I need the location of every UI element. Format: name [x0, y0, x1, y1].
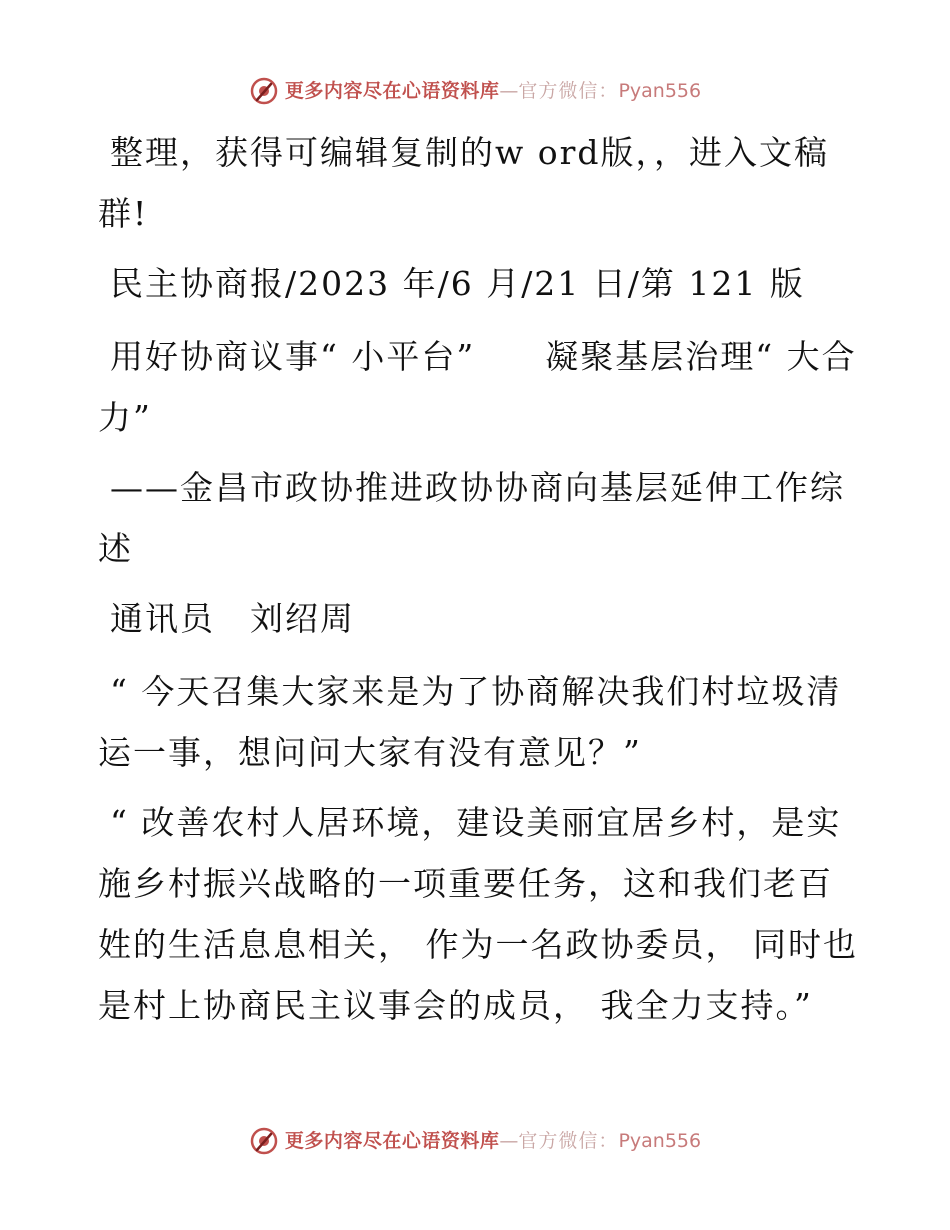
- watermark-wechat-id: Pyan556: [618, 1130, 702, 1152]
- watermark-dash: —: [499, 1130, 519, 1152]
- watermark-label: 官方微信：: [518, 80, 619, 102]
- article-title: 用好协商议事“ 小平台” 凝聚基层治理“ 大合力”: [98, 337, 857, 437]
- source-line: 民主协商报/2023 年/6 月/21 日/第 121 版: [110, 264, 805, 303]
- watermark-brand: 更多内容尽在心语资料库: [284, 80, 500, 102]
- intro-paragraph: 整理，获得可编辑复制的w ord版，，进入文稿群!: [98, 133, 830, 233]
- byline: 通讯员 刘绍周: [110, 599, 355, 638]
- body-paragraph-2: “ 改善农村人居环境，建设美丽宜居乡村，是实施乡村振兴战略的一项重要任务，这和我们老百姓的生活息息相关， 作为一名政协委员， 同时也是村上协商民主议事会的成员， 我全力支持。”: [98, 803, 858, 1025]
- watermark-brand: 更多内容尽在心语资料库: [284, 1130, 500, 1152]
- pen-logo-icon: [249, 1126, 279, 1156]
- footer-watermark: [0, 1126, 950, 1156]
- pen-logo-icon: [249, 76, 279, 106]
- body-paragraph-1: “ 今天召集大家来是为了协商解决我们村垃圾清运一事，想问问大家有没有意见？”: [98, 672, 842, 772]
- document-body: [98, 122, 858, 1045]
- header-watermark: [0, 76, 950, 106]
- watermark-wechat-id: Pyan556: [618, 80, 702, 102]
- watermark-dash: —: [499, 80, 519, 102]
- watermark-label: 官方微信：: [518, 1130, 619, 1152]
- article-subtitle: ——金昌市政协推进政协协商向基层延伸工作综述: [98, 468, 845, 568]
